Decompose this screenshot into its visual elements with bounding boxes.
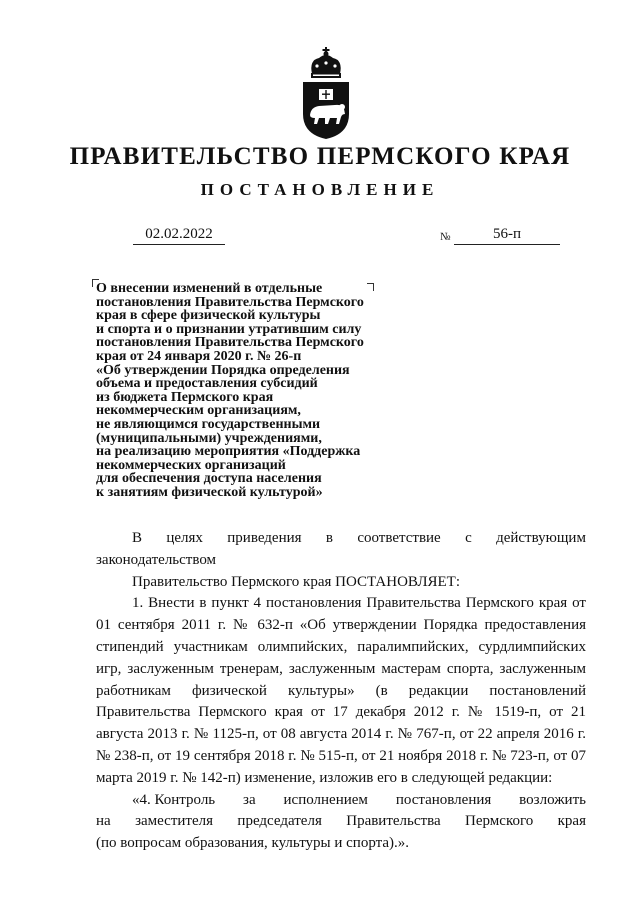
word: Пермского: [465, 813, 534, 830]
word: исполнением: [283, 791, 368, 808]
number-sign: №: [440, 231, 451, 243]
item-1-paragraph: 1. Внести в пункт 4 постановления Правительства Пермского края от 01 сентября 2011 г. № 632-п «Об утверждении Порядка предоставления стипендий участникам олимпийских, паралимпийских, сурдлимпийских игр, заслуженным тренерам, заслуженным мастерам спорта, заслуженным работникам физической культуры» (в редакции постановлений Правительства Пермского края от 17 декабря 2012 г. № 1519-п, от 21 августа 2013 г. № 1125-п, от 08 августа 2014 г. № 767-п, от 22 апреля 2016 г. № 238-п, от 19 сентября 2018 г. № 515-п, от 21 ноября 2018 г. № 723-п, от 07 марта 2019 г. № 142-п) изменение, изложив его в следующей редакции:: [96, 595, 586, 786]
word: В: [132, 530, 143, 546]
word: заместителя: [135, 813, 214, 830]
word: Правительства: [346, 813, 441, 830]
document-subject: [96, 282, 416, 500]
decree-statement: Правительство Пермского края ПОСТАНОВЛЯЕТ:: [132, 573, 461, 590]
word: соответствие: [357, 530, 441, 546]
subject-line: некоммерческих организаций: [96, 457, 286, 473]
word: с: [465, 530, 472, 546]
quote-line-end: (по вопросам образования, культуры и спорта).».: [96, 835, 410, 852]
document-date: 02.02.2022: [133, 226, 225, 245]
subject-line: «Об утверждении Порядка определения: [96, 362, 350, 378]
subject-line: постановления Правительства Пермского: [96, 335, 364, 351]
organization-title: ПРАВИТЕЛЬСТВО ПЕРМСКОГО КРАЯ: [69, 143, 571, 170]
crown-icon: [311, 47, 341, 78]
word: «4. Контроль: [132, 791, 216, 808]
subject-line: (муниципальными) учреждениями,: [96, 430, 322, 446]
intro-line: [96, 528, 586, 550]
document-number: 56-п: [454, 226, 560, 245]
word: за: [243, 791, 256, 808]
word: действующим: [496, 530, 586, 546]
subject-line: и спорта и о признании утратившим силу: [96, 321, 362, 337]
word: целях: [166, 530, 203, 546]
subject-line: к занятиям физической культурой»: [96, 484, 323, 500]
subject-line: края от 24 января 2020 г. № 26-п: [96, 348, 302, 364]
quote-line: [96, 790, 586, 812]
document-type: ПОСТАНОВЛЕНИЕ: [200, 180, 440, 199]
word: в: [325, 530, 333, 546]
subject-line: на реализацию мероприятия «Поддержка: [96, 444, 361, 460]
subject-line: не являющимся государственными: [96, 416, 321, 432]
subject-line: для обеспечения доступа населения: [96, 471, 322, 487]
word: возложить: [519, 791, 586, 808]
subject-line: О внесении изменений в отдельные: [96, 281, 323, 296]
word: приведения: [227, 530, 302, 546]
subject-line: края в сфере физической культуры: [96, 308, 321, 324]
subject-line: некоммерческим организациям,: [96, 403, 301, 419]
coat-of-arms-icon: [297, 44, 355, 140]
subject-line: объема и предоставления субсидий: [96, 376, 318, 392]
word: постановления: [395, 791, 492, 808]
word: председателя: [237, 813, 322, 830]
word: края: [557, 813, 586, 830]
book-icon: [319, 89, 333, 100]
intro-line-end: законодательством: [96, 551, 217, 568]
quote-line: [96, 811, 586, 833]
document-body: [96, 528, 586, 855]
word: на: [96, 813, 111, 830]
subject-line: из бюджета Пермского края: [96, 389, 274, 405]
subject-line: постановления Правительства Пермского: [96, 294, 364, 310]
